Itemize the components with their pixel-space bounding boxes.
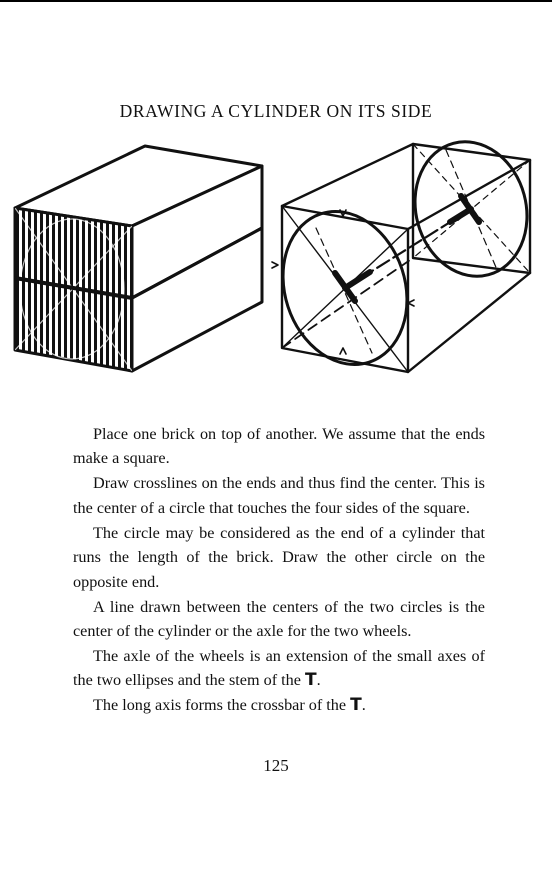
paragraph-4-text: A line drawn between the centers of the two circles is the center of the cylinder or the axle for the two wheels. — [73, 597, 485, 641]
paragraph-6-text: The long axis forms the crossbar of the — [93, 696, 351, 715]
paragraph-1 — [73, 422, 485, 471]
paragraph-5-text: The axle of the wheels is an extension of the small axes of the two ellipses and the stem of the — [73, 647, 485, 690]
paragraph-3-text: The circle may be considered as the end of a cylinder that runs the length of the brick. Draw the other circle on the opposite end. — [73, 523, 485, 591]
paragraph-5 — [73, 644, 485, 693]
cylinder-box-figure — [264, 138, 542, 381]
paragraph-3 — [73, 521, 485, 594]
top-rule — [0, 0, 552, 2]
paragraph-4 — [73, 595, 485, 644]
letter-t: T — [350, 695, 362, 716]
paragraph-6-end: . — [361, 696, 366, 715]
stacked-bricks-figure — [15, 146, 262, 371]
letter-t: T — [304, 670, 317, 691]
page-number: 125 — [263, 756, 289, 775]
paragraph-2-text: Draw crosslines on the ends and thus find the center. This is the center of a circle that touches the four sides of the square. — [73, 474, 485, 517]
page-title: DRAWING A CYLINDER ON ITS SIDE — [119, 101, 433, 121]
paragraph-1-text: Place one brick on top of another. We assume that the ends make a square. — [73, 425, 485, 468]
illustration — [10, 138, 542, 388]
paragraph-2 — [73, 471, 485, 520]
paragraph-6 — [73, 693, 485, 717]
paragraph-5-end: . — [316, 671, 321, 690]
body-text — [73, 422, 485, 718]
